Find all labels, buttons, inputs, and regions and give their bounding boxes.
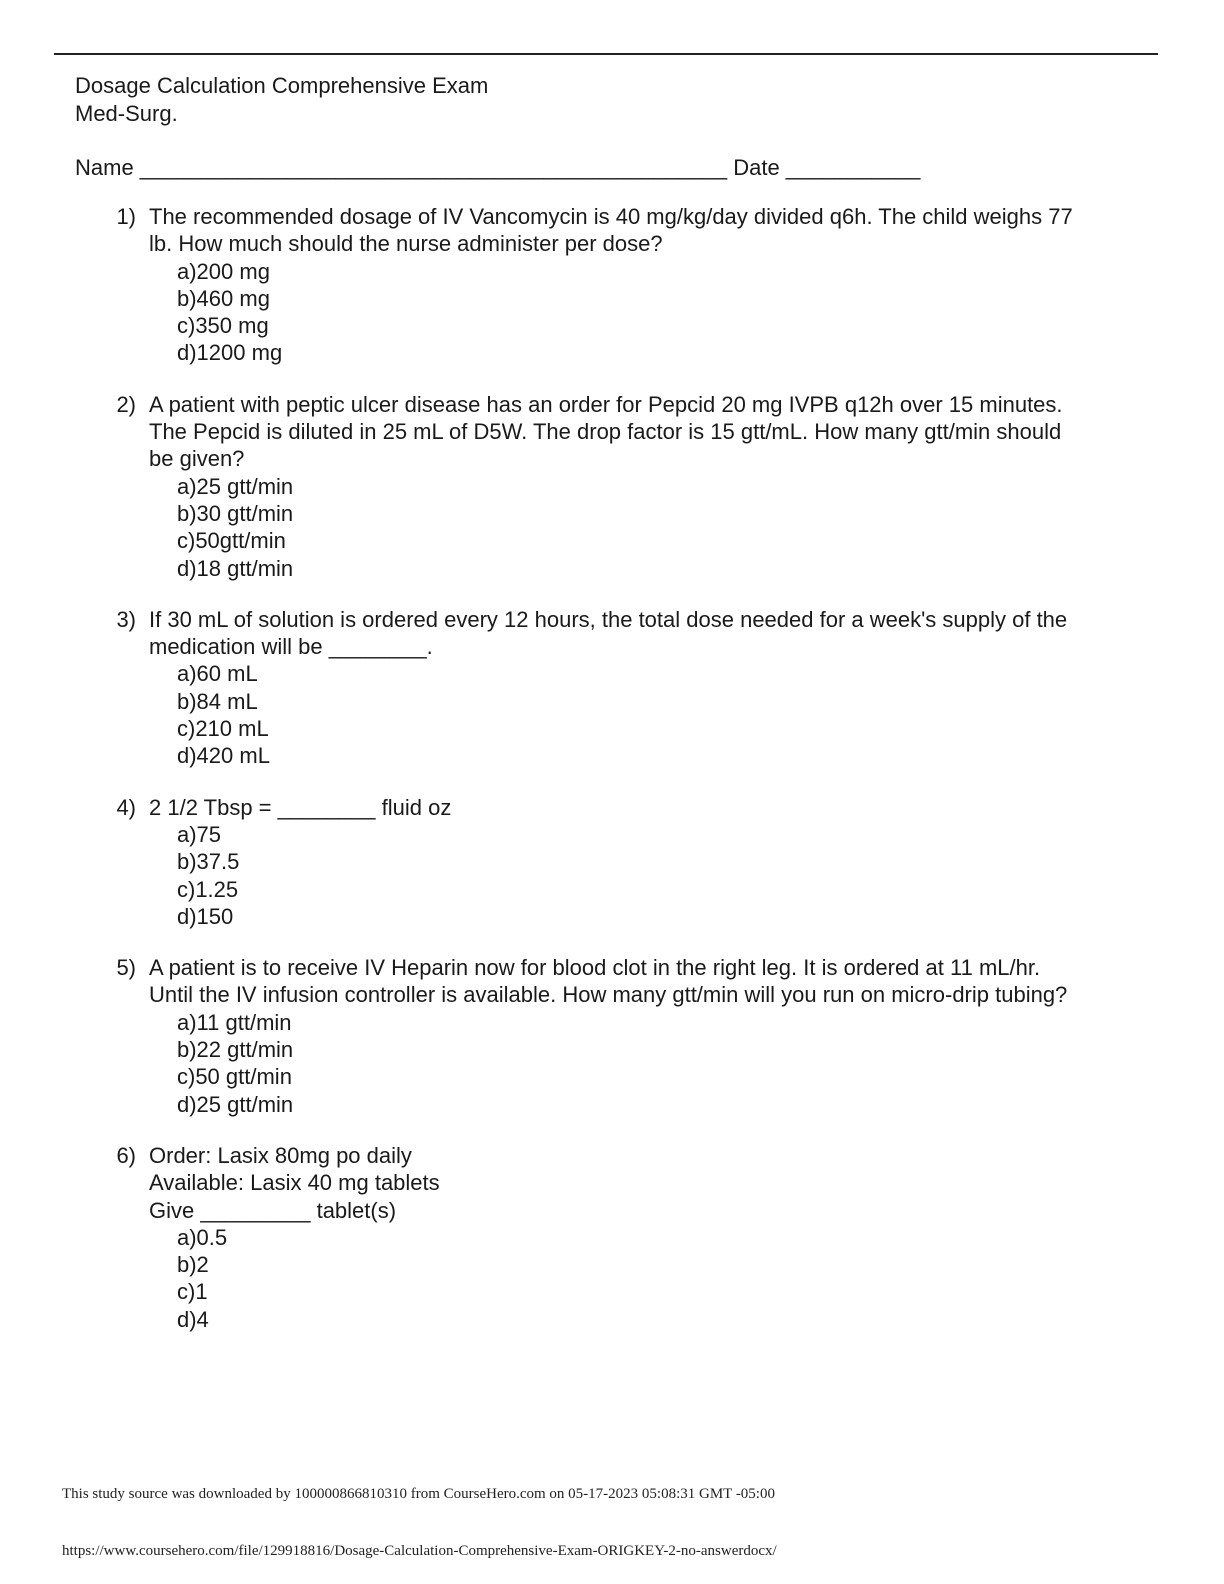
answer-option: c)350 mg — [177, 313, 269, 339]
question-text: A patient with peptic ulcer disease has an order for Pepcid 20 mg IVPB q12h over 15 minutes. The Pepcid is diluted in 25 mL of D5W. The drop factor is 15 gtt/mL. How many gtt/min should be given? — [149, 391, 1063, 472]
exam-title: Dosage Calculation Comprehensive Exam — [75, 73, 489, 98]
answer-option: d)1200 mg — [177, 340, 283, 366]
question-body — [136, 606, 1155, 770]
top-divider — [54, 53, 1158, 55]
question-number: 5) — [116, 955, 136, 981]
answer-option: b)2 — [177, 1252, 209, 1278]
answer-option: d)25 gtt/min — [177, 1091, 294, 1117]
answer-option: a)11 gtt/min — [177, 1009, 292, 1035]
answer-option: a)200 mg — [177, 258, 270, 284]
question-body — [136, 391, 1155, 582]
answer-option: c)50 gtt/min — [177, 1064, 292, 1090]
answer-options — [136, 1224, 1155, 1333]
question-4 — [75, 794, 1155, 930]
question-number: 6) — [116, 1142, 136, 1168]
exam-subtitle: Med-Surg. — [75, 101, 178, 126]
answer-options — [136, 660, 1155, 769]
answer-option: b)84 mL — [177, 688, 258, 714]
question-text: A patient is to receive IV Heparin now for blood clot in the right leg. It is ordered at 11 mL/hr. Until the IV infusion controller is available. How many gtt/min will you run on micro-drip tubing? — [149, 955, 1068, 1008]
question-body — [136, 954, 1155, 1118]
answer-option: c)1 — [177, 1279, 208, 1305]
name-date-line: Name ________________________________________________ Date ___________ — [75, 155, 921, 180]
footer-url: https://www.coursehero.com/file/129918816/Dosage-Calculation-Comprehensive-Exam-ORIGKEY-2-no-answerdocx/ — [62, 1543, 777, 1559]
answer-option: a)0.5 — [177, 1224, 228, 1250]
question-2 — [75, 391, 1155, 582]
question-text: 2 1/2 Tbsp = ________ fluid oz — [149, 794, 452, 820]
answer-option: b)30 gtt/min — [177, 500, 294, 526]
question-text: Order: Lasix 80mg po daily Available: Lasix 40 mg tablets Give _________ tablet(s) — [149, 1142, 440, 1223]
exam-document — [75, 72, 1155, 1357]
question-body — [136, 203, 1155, 367]
answer-option: d)420 mL — [177, 743, 270, 769]
answer-option: d)150 — [177, 903, 234, 929]
answer-option: b)22 gtt/min — [177, 1037, 294, 1063]
question-text: The recommended dosage of IV Vancomycin is 40 mg/kg/day divided q6h. The child weighs 77 lb. How much should the nurse administer per dose? — [149, 204, 1073, 257]
question-number: 4) — [116, 794, 136, 820]
question-text: If 30 mL of solution is ordered every 12 hours, the total dose needed for a week's supply of the medication will be ________. — [149, 606, 1068, 660]
question-number: 1) — [116, 204, 136, 229]
answer-option: b)37.5 — [177, 849, 240, 875]
question-6 — [75, 1142, 1155, 1333]
answer-options — [136, 1009, 1155, 1118]
question-5 — [75, 954, 1155, 1118]
answer-option: a)25 gtt/min — [177, 473, 294, 499]
question-list — [75, 203, 1155, 1333]
answer-options — [136, 821, 1155, 930]
question-number: 3) — [116, 606, 136, 632]
answer-option: c)210 mL — [177, 716, 269, 742]
answer-option: c)50gtt/min — [177, 528, 286, 554]
footer-source-note: This study source was downloaded by 100000866810310 from CourseHero.com on 05-17-2023 05:08:31 GMT -05:00 — [62, 1486, 775, 1502]
answer-option: b)460 mg — [177, 285, 270, 311]
question-body — [136, 794, 1155, 930]
question-number: 2) — [116, 391, 136, 417]
answer-option: d)4 — [177, 1306, 209, 1332]
answer-options — [136, 258, 1155, 367]
answer-option: c)1.25 — [177, 876, 239, 902]
answer-option: a)75 — [177, 821, 222, 847]
question-1 — [75, 203, 1155, 367]
question-3 — [75, 606, 1155, 770]
question-body — [136, 1142, 1155, 1333]
answer-option: a)60 mL — [177, 661, 258, 687]
answer-option: d)18 gtt/min — [177, 555, 294, 581]
answer-options — [136, 473, 1155, 582]
